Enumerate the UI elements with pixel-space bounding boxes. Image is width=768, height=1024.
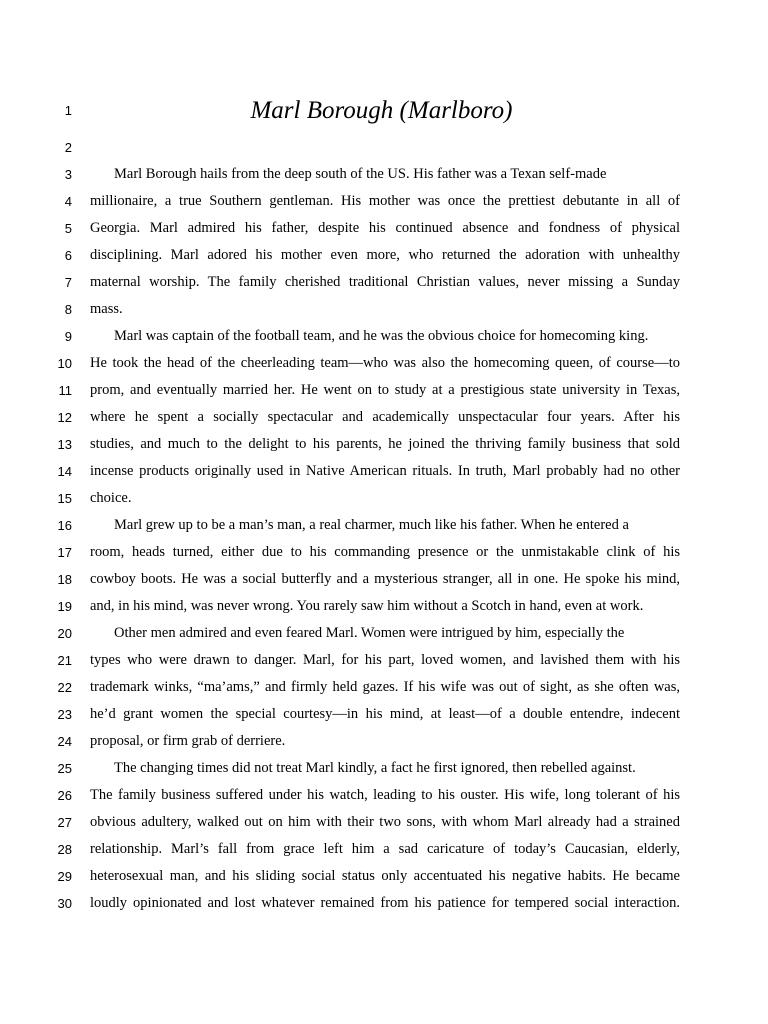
paragraph-line: choice.: [90, 490, 132, 506]
line-number: 27: [57, 815, 72, 830]
paragraph-line: Marl was captain of the football team, and he was the obvious choice for homecoming king.: [114, 328, 649, 344]
line-number: 5: [64, 221, 72, 236]
line-number: 3: [64, 167, 72, 182]
line-27: [0, 809, 768, 836]
line-14: [0, 458, 768, 485]
line-15: [0, 485, 768, 512]
paragraph-line: Marl grew up to be a man’s man, a real charmer, much like his father. When he entered a: [114, 517, 629, 533]
line-number: 30: [57, 896, 72, 911]
line-number: 11: [58, 383, 72, 398]
paragraph-line: room, heads turned, either due to his commanding presence or the unmistakable clink of his: [90, 544, 680, 560]
paragraph-line: prom, and eventually married her. He went on to study at a prestigious state university in Texas,: [90, 382, 680, 398]
paragraph-line: loudly opinionated and lost whatever remained from his patience for tempered social interaction.: [90, 895, 680, 911]
line-number: 17: [57, 545, 72, 560]
line-7: [0, 269, 768, 296]
paragraph-line: where he spent a socially spectacular and academically unspectacular four years. After his: [90, 409, 680, 425]
paragraph-line: incense products originally used in Native American rituals. In truth, Marl probably had no other: [90, 463, 680, 479]
line-28: [0, 836, 768, 863]
line-number: 25: [57, 761, 72, 776]
line-number: 10: [57, 356, 72, 371]
paragraph-line: The family business suffered under his watch, leading to his ouster. His wife, long tolerant of his: [90, 787, 680, 803]
line-number: 28: [57, 842, 72, 857]
line-9: [0, 323, 768, 350]
paragraph-line: he’d grant women the special courtesy—in his mind, at least—of a double entendre, indecent: [90, 706, 680, 722]
paragraph-line: relationship. Marl’s fall from grace left him a sad caricature of today’s Caucasian, elderly,: [90, 841, 680, 857]
line-6: [0, 242, 768, 269]
line-8: [0, 296, 768, 323]
paragraph-line: mass.: [90, 301, 123, 317]
paragraph-line: disciplining. Marl adored his mother even more, who returned the adoration with unhealthy: [90, 247, 680, 263]
line-13: [0, 431, 768, 458]
line-29: [0, 863, 768, 890]
line-22: [0, 674, 768, 701]
line-number: 21: [57, 653, 72, 668]
line-number: 22: [57, 680, 72, 695]
line-11: [0, 377, 768, 404]
line-number: 13: [57, 437, 72, 452]
line-10: [0, 350, 768, 377]
line-30: [0, 890, 768, 917]
paragraph-line: cowboy boots. He was a social butterfly and a mysterious stranger, all in one. He spoke his mind,: [90, 571, 680, 587]
line-16: [0, 512, 768, 539]
paragraph-line: millionaire, a true Southern gentleman. His mother was once the prettiest debutante in all of: [90, 193, 680, 209]
paragraph-line: Georgia. Marl admired his father, despite his continued absence and fondness of physical: [90, 220, 680, 236]
paragraph-line: Marl Borough hails from the deep south of the US. His father was a Texan self-made: [114, 166, 607, 182]
line-number: 19: [57, 599, 72, 614]
line-4: [0, 188, 768, 215]
paragraph-line: types who were drawn to danger. Marl, for his part, loved women, and lavished them with his: [90, 652, 680, 668]
line-number: 24: [57, 734, 72, 749]
paragraph-line: and, in his mind, was never wrong. You rarely saw him without a Scotch in hand, even at work.: [90, 598, 644, 614]
line-17: [0, 539, 768, 566]
paragraph-line: heterosexual man, and his sliding social status only accentuated his negative habits. He became: [90, 868, 680, 884]
line-20: [0, 620, 768, 647]
line-3: [0, 161, 768, 188]
line-number: 8: [64, 302, 72, 317]
paragraph-line: The changing times did not treat Marl kindly, a fact he first ignored, then rebelled against.: [114, 760, 636, 776]
line-25: [0, 755, 768, 782]
line-number: 15: [57, 491, 72, 506]
paragraph-line: proposal, or firm grab of derriere.: [90, 733, 286, 749]
paragraph-line: Other men admired and even feared Marl. Women were intrigued by him, especially the: [114, 625, 625, 641]
line-19: [0, 593, 768, 620]
line-number: 7: [64, 275, 72, 290]
document-title: Marl Borough (Marlboro): [250, 97, 513, 124]
line-21: [0, 647, 768, 674]
line-5: [0, 215, 768, 242]
line-number: 2: [64, 140, 72, 155]
line-number: 1: [64, 103, 72, 118]
line-26: [0, 782, 768, 809]
line-number: 29: [57, 869, 72, 884]
paragraph-line: obvious adultery, walked out on him with their two sons, with whom Marl already had a strained: [90, 814, 680, 830]
line-2: [0, 134, 768, 161]
paragraph-line: studies, and much to the delight to his parents, he joined the thriving family business that sold: [90, 436, 680, 452]
line-number: 20: [57, 626, 72, 641]
line-number: 9: [64, 329, 72, 344]
line-24: [0, 728, 768, 755]
line-1: [0, 97, 768, 124]
line-number: 26: [57, 788, 72, 803]
line-18: [0, 566, 768, 593]
line-number: 16: [57, 518, 72, 533]
line-number: 18: [57, 572, 72, 587]
line-23: [0, 701, 768, 728]
line-number: 23: [57, 707, 72, 722]
line-12: [0, 404, 768, 431]
line-number: 12: [57, 410, 72, 425]
line-number: 6: [64, 248, 72, 263]
paragraph-line: He took the head of the cheerleading team—who was also the homecoming queen, of course—to: [90, 355, 680, 371]
line-number: 4: [64, 194, 72, 209]
paragraph-line: maternal worship. The family cherished traditional Christian values, never missing a Sunday: [90, 274, 680, 290]
paragraph-line: trademark winks, “ma’ams,” and firmly held gazes. If his wife was out of sight, as she often was,: [90, 679, 680, 695]
line-number: 14: [57, 464, 72, 479]
